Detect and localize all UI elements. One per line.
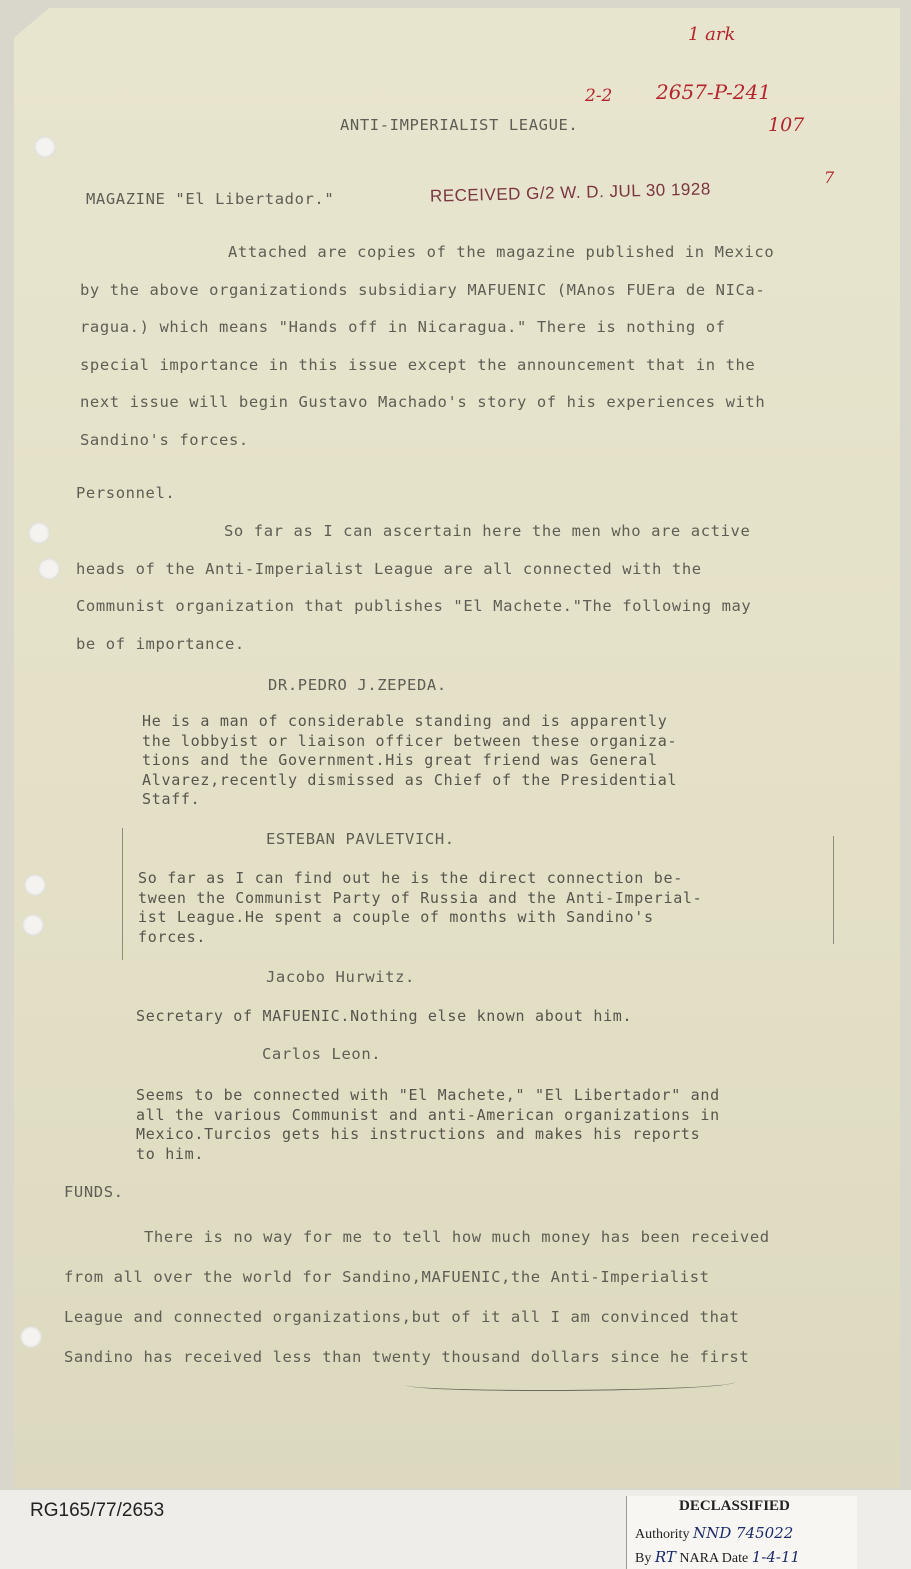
intro-line: Attached are copies of the magazine published in Mexico (228, 243, 775, 261)
personnel-line: So far as I can ascertain here the men who are active (224, 522, 751, 540)
person-name: Jacobo Hurwitz. (266, 968, 415, 986)
personnel-line: Communist organization that publishes "El Machete."The following may (76, 597, 752, 615)
intro-line: special importance in this issue except the announcement that in the (80, 355, 756, 374)
intro-line: next issue will begin Gustavo Machado's story of his experiences with (80, 393, 766, 411)
person-name: Carlos Leon. (262, 1045, 382, 1063)
declassified-authority-row (635, 1524, 793, 1543)
margin-bracket-left (122, 828, 123, 960)
funds-line: League and connected organizations,but of it all I am convinced that (64, 1308, 740, 1326)
person-description: So far as I can find out he is the direct connection be- tween the Communist Party of Russia and the Anti-Imperial- ist League.He spent a couple of months with Sandino's forces. (138, 869, 703, 946)
personnel-line: be of importance. (76, 634, 245, 653)
person-name: DR.PEDRO J.ZEPEDA. (268, 676, 447, 694)
by-label: By (635, 1551, 652, 1566)
intro-line: by the above organizationds subsidiary MAFUENIC (MAnos FUEra de NICa- (80, 280, 766, 299)
document-title: ANTI-IMPERIALIST LEAGUE. (340, 116, 579, 134)
funds-paragraph (64, 1217, 894, 1377)
punch-hole (38, 558, 60, 580)
intro-paragraph (80, 234, 870, 459)
handwritten-prefix: 2-2 (585, 86, 613, 106)
personnel-heading: Personnel. (76, 484, 176, 502)
personnel-paragraph (76, 513, 866, 663)
person-description: Secretary of MAFUENIC.Nothing else known about him. (136, 1007, 633, 1025)
funds-line: There is no way for me to tell how much money has been received (144, 1228, 770, 1246)
margin-bracket-right (833, 836, 834, 944)
handwritten-file-number: 2657-P-241 (656, 80, 771, 104)
person-description: Seems to be connected with "El Machete," "El Libertador" and all the various Communist and anti-American organizations in Mexico.Turcios gets his instructions and makes his reports to him. (136, 1086, 720, 1163)
intro-line: ragua.) which means "Hands off in Nicaragua." There is nothing of (80, 318, 726, 336)
funds-heading: FUNDS. (64, 1183, 124, 1201)
authority-label: Authority (635, 1527, 690, 1542)
magazine-heading: MAGAZINE "El Libertador." (86, 190, 335, 208)
punch-hole (28, 522, 50, 544)
intro-line: Sandino's forces. (80, 430, 249, 449)
person-description: He is a man of considerable standing and is apparently the lobbyist or liaison officer between these organiza- tions and the Government.His great friend was General Alvarez,recently dismissed as Chief of the Presidential Staff. (142, 712, 678, 808)
declassified-date-row (635, 1548, 800, 1567)
received-stamp: RECEIVED G/2 W. D. JUL 30 1928 (429, 179, 711, 206)
personnel-line: heads of the Anti-Imperialist League are all connected with the (76, 559, 702, 578)
declassified-title: DECLASSIFIED (679, 1498, 790, 1514)
handwritten-folio: 107 (768, 114, 805, 136)
nara-date-label: NARA Date (679, 1551, 749, 1566)
date-value: 1-4-11 (751, 1548, 801, 1566)
archive-reference: RG165/77/2653 (30, 1500, 165, 1521)
authority-value: NND 745022 (692, 1524, 794, 1542)
punch-hole (24, 874, 46, 896)
punch-hole (22, 914, 44, 936)
funds-line: Sandino has received less than twenty thousand dollars since he first (64, 1348, 750, 1366)
handwritten-page-mark: 7 (824, 168, 835, 187)
punch-hole (20, 1326, 42, 1348)
declassified-stamp (626, 1496, 857, 1569)
funds-line: from all over the world for Sandino,MAFUENIC,the Anti-Imperialist (64, 1268, 710, 1286)
person-name: ESTEBAN PAVLETVICH. (266, 830, 455, 848)
punch-hole (34, 136, 56, 158)
by-value: RT (654, 1548, 676, 1566)
handwritten-top-mark: 1 ark (688, 24, 736, 45)
